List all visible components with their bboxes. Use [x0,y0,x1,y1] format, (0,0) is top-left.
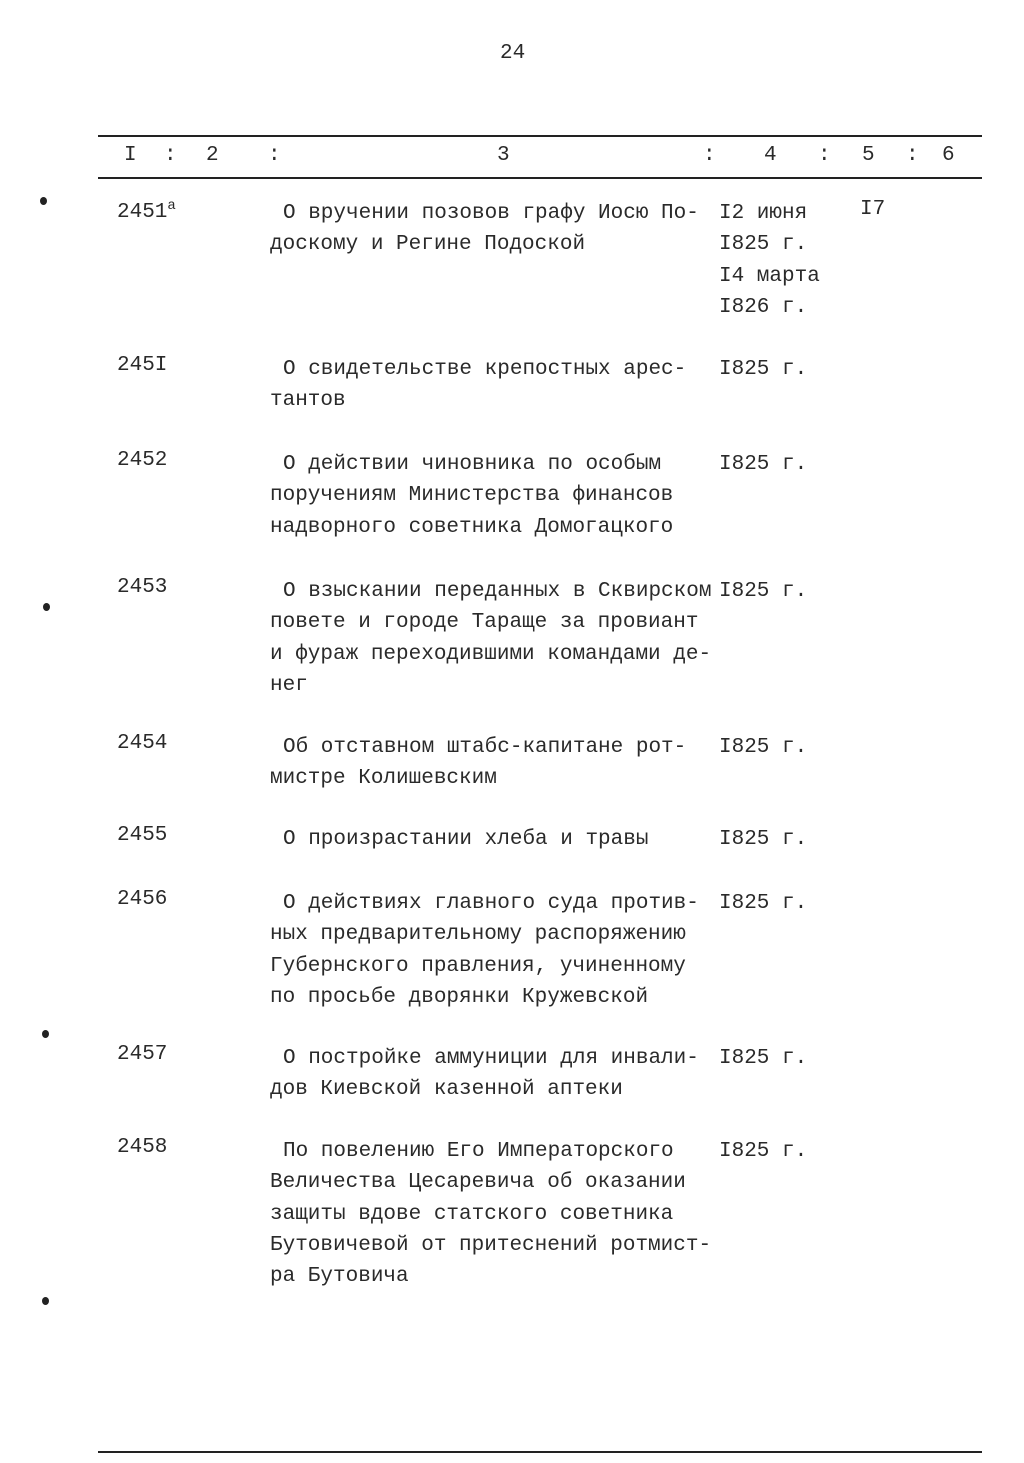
case-number [117,449,167,472]
case-title-line: поручениям Министерства финансов [270,484,674,508]
binding-hole-mark [43,603,50,611]
case-dates [719,576,807,607]
header-sep: : [906,144,919,167]
case-dates [719,449,807,480]
case-number [117,1043,167,1066]
case-dates [719,354,807,385]
case-title-line: О действии чиновника по особым [283,453,662,476]
case-date: I825 г. [719,453,808,476]
case-date: I825 г. [719,580,808,603]
case-number-text: 245I [117,354,168,377]
case-title [270,732,720,795]
case-number [117,354,167,377]
case-number-suffix: а [167,198,176,214]
case-title-line: ра Бутовича [270,1265,409,1289]
case-number [117,824,167,847]
case-title-line: повете и городе Тараще за провиант [270,611,699,635]
case-date: I825 г. [719,1140,808,1163]
case-title-line: Бутовичевой от притеснений ротмист- [270,1233,712,1257]
case-dates [719,1136,807,1167]
case-title-line: доскому и Регине Подоской [270,233,586,257]
case-dates [719,198,820,323]
table-header-rule [98,177,982,179]
case-number-text: 2456 [117,888,168,911]
binding-hole-mark [40,197,47,205]
case-title-line: тантов [270,389,346,413]
case-date: I825 г. [719,828,808,851]
case-title-line: О вручении позовов графу Иосю По- [283,202,699,225]
case-date: I2 июня [719,202,808,225]
case-title [270,824,720,855]
case-title-line: Губернского правления, учиненному [270,954,686,978]
header-col-3: 3 [497,144,510,167]
header-sep: : [703,144,716,167]
case-dates [719,888,807,919]
table-bottom-rule [98,1451,982,1453]
case-number [117,888,167,911]
case-date: I825 г. [719,1047,808,1070]
case-number [117,576,167,599]
case-number-text: 2453 [117,576,168,599]
case-title-line: ных предварительному распоряжению [270,923,686,947]
header-col-5: 5 [862,144,875,167]
header-sep: : [268,144,281,167]
case-number-text: 2455 [117,824,168,847]
case-date: I825 г. [719,892,808,915]
header-sep: : [818,144,831,167]
case-title-line: О действиях главного суда против- [283,892,699,915]
case-title-line: О произрастании хлеба и травы [283,828,649,851]
case-date: I825 г. [719,233,808,257]
sheet-count: I7 [860,198,886,221]
case-title [270,888,720,1013]
case-title [270,449,720,543]
case-title-line: и фураж переходившими командами де- [270,642,712,666]
case-title-line: О постройке аммуниции для инвали- [283,1047,699,1070]
case-title-line: надворного советника Домогацкого [270,515,674,539]
case-title-line: по просьбе дворянки Кружевской [270,985,649,1009]
case-number-text: 2458 [117,1136,168,1159]
case-date: I826 г. [719,295,808,319]
header-col-4: 4 [764,144,777,167]
case-title [270,576,720,701]
binding-hole-mark [42,1030,49,1038]
binding-hole-mark [42,1297,49,1305]
case-number [117,1136,167,1159]
case-number-text: 2452 [117,449,168,472]
case-dates [719,824,807,855]
header-col-1: I [124,144,137,167]
header-col-6: 6 [942,144,955,167]
table-top-rule [98,135,982,137]
header-col-2: 2 [206,144,219,167]
page-number: 24 [500,42,526,65]
case-number-text: 2457 [117,1043,168,1066]
header-sep: : [164,144,177,167]
case-title-line: мистре Колишевским [270,767,497,791]
case-number [117,732,167,755]
case-title [270,354,720,417]
case-dates [719,1043,807,1074]
case-date: I825 г. [719,736,808,759]
case-number [117,198,176,224]
case-number-text: 2451 [117,201,168,224]
case-number-text: 2454 [117,732,168,755]
case-title-line: О взыскании переданных в Сквирском [283,580,712,603]
case-title-line: По повелению Его Императорского [283,1140,674,1163]
case-title-line: Об отставном штабс-капитане рот- [283,736,687,759]
case-date: I825 г. [719,358,808,381]
case-dates [719,732,807,763]
case-title-line: нег [270,673,308,697]
case-date: I4 марта [719,264,820,288]
case-title-line: О свидетельстве крепостных арес- [283,358,687,381]
case-title [270,198,720,261]
case-title-line: Величества Цесаревича об оказании [270,1171,686,1195]
case-title-line: дов Киевской казенной аптеки [270,1078,623,1102]
case-title-line: защиты вдове статского советника [270,1202,674,1226]
case-title [270,1136,720,1292]
case-title [270,1043,720,1106]
